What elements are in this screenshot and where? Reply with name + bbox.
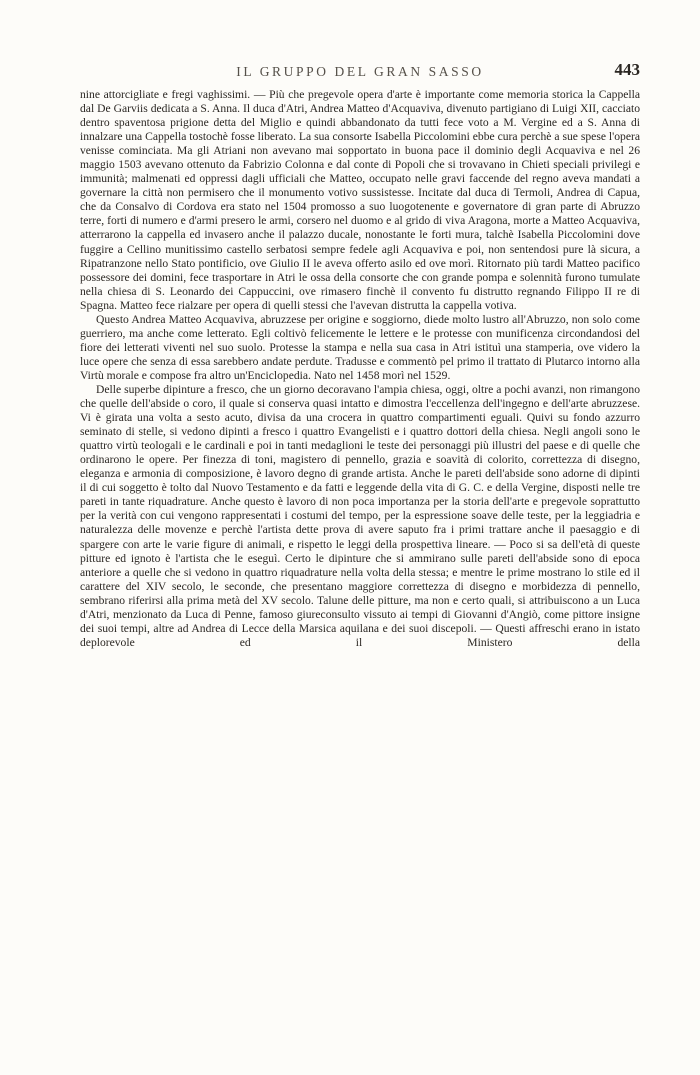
page-number: 443 [614,60,640,79]
paragraph-continued: nine attorcigliate e fregi vaghissimi. — Più che pregevole opera d'arte è importante come memoria storica la Cappella dal De Garviis dedicata a S. Anna. Il duca d'Atri, Andrea Matteo d'Acquaviva, divenuto partigiano di Luigi XII, cacciato dentro spaventosa prigione detta del Miglio e quindi abbandonato da tutti fece voto a M. Vergine ed a S. Anna di innalzare una Cappella tostochè fosse liberato. La sua consorte Isabella Piccolomini ebbe cura perchè a sue spese l'opera venisse cominciata. Ma gli Atriani non avevano mai sopportato in buona pace il dominio degli Acquaviva e nel 26 maggio 1503 avevano ottenuto da Fabrizio Colonna e dal conte di Popoli che si trovavano in Chieti speciali privilegi e immunità; malmenati ed oppressi dagli ufficiali che Matteo, occupato nelle gravi faccende del regno aveva mandati a governare la città non permisero che il monumento votivo sussistesse. Incitate dal duca di Termoli, Andrea di Capua, che da Consalvo di Cordova era stato nel 1504 promosso a suo luogotenente e governatore di gran parte di Abruzzo terre, forti di numero e d'armi presero le armi, corsero nel duomo e al grido di viva Aragona, morte a Matteo Acquaviva, atterrarono la cappella ed invasero anche il palazzo ducale, nonostante le forti mura, talchè Isabella Piccolomini dove fuggire a Cellino munitissimo castello serbatosi sempre fedele agli Acquaviva e poi, non sentendosi pure là sicura, a Ripatranzone nello Stato pontificio, ove Giulio II le aveva offerto asilo ed ove morì. Ritornato più tardi Matteo pacifico possessore dei domini, fece trasportare in Atri le ossa della consorte che con grande pompa e solennità furono tumulate nella chiesa di S. Leonardo dei Cappuccini, ove rimasero finchè il convento fu distrutto regnando Filippo II re di Spagna. Matteo fece rialzare per opera di quelli stessi che l'avevan distrutta la cappella votiva. [80,88,640,312]
paragraph-frescoes: Delle superbe dipinture a fresco, che un giorno decoravano l'ampia chiesa, oggi, oltre a pochi avanzi, non rimangono che quelle dell'abside o coro, il quale si conserva quasi intatto e dimostra l'eccellenza dell'ingegno e dell'arte abruzzese. Vi è girata una volta a sesto acuto, divisa da una crocera in quattro compartimenti eguali. Quivi su fondo azzurro seminato di stelle, si vedono dipinti a fresco i quattro Evangelisti e i quattro dottori della chiesa. Negli angoli sono le quattro virtù teologali e le cardinali e poi in tanti medaglioni le teste dei personaggi più illustri del paese e di quelle che ordinarono le opere. Per finezza di toni, magistero di pennello, grazia e soavità di colorito, correttezza di disegno, eleganza e armonia di composizione, è lavoro degno di grande artista. Anche le pareti dell'abside sono adorne di dipinti il di cui soggetto è tolto dal Nuovo Testamento e da fatti e leggende della vita di G. C. e della Vergine, disposti nelle tre pareti in tante riquadrature. Anche questo è lavoro di non poca importanza per la storia dell'arte e pregevole soprattutto per la verità con cui vengono rappresentati i costumi del tempo, per la espressione soave delle teste, per la leggiadria e naturalezza delle movenze e perchè l'artista dette prova di avere saputo fra i primi trattare anche il paesaggio e di spargere con arte le varie figure di animali, e rispetto le leggi della prospettiva lineare. — Poco si sa dell'età di queste pitture ed ignoto è l'artista che le eseguì. Certo le dipinture che si ammirano sulle pareti dell'abside sono di epoca anteriore a quelle che si vedono in quattro riquadrature nella volta della stessa; e mentre le prime mostrano lo stile ed il carattere del XIV secolo, le seconde, che presentano maggiore correttezza di disegno e morbidezza di pennello, sembrano riferirsi alla prima metà del XV secolo. Talune delle pitture, ma non e certo quali, si attribuiscono a un Luca d'Atri, menzionato da Luca di Penne, famoso giureconsulto vissuto ai tempi di Giovanni d'Angiò, come pittore insigne dei suoi tempi, altre ad Andrea di Lecce della Marsica aquilana e dei suoi discepoli. — Questi affreschi erano in istato deplorevole ed il Ministero della [80,382,640,649]
body-text [80,88,640,650]
page-header [80,60,640,84]
running-title: IL GRUPPO DEL GRAN SASSO [236,64,484,79]
paragraph-acquaviva: Questo Andrea Matteo Acquaviva, abruzzese per origine e soggiorno, diede molto lustro all'Abruzzo, non solo come guerriero, ma anche come letterato. Egli coltivò felicemente le lettere e le protesse con munificenza circondandosi del fiore dei letterati viventi nel suo suolo. Protesse la stampa e nella sua casa in Atri istituì una stamperia, ove videro la luce opere che senza di essa sarebbero andate perdute. Tradusse e commentò pel primo il trattato di Plutarco intorno alla Virtù morale e compose fra altro un'Enciclopedia. Nato nel 1458 morì nel 1529. [80,312,640,382]
